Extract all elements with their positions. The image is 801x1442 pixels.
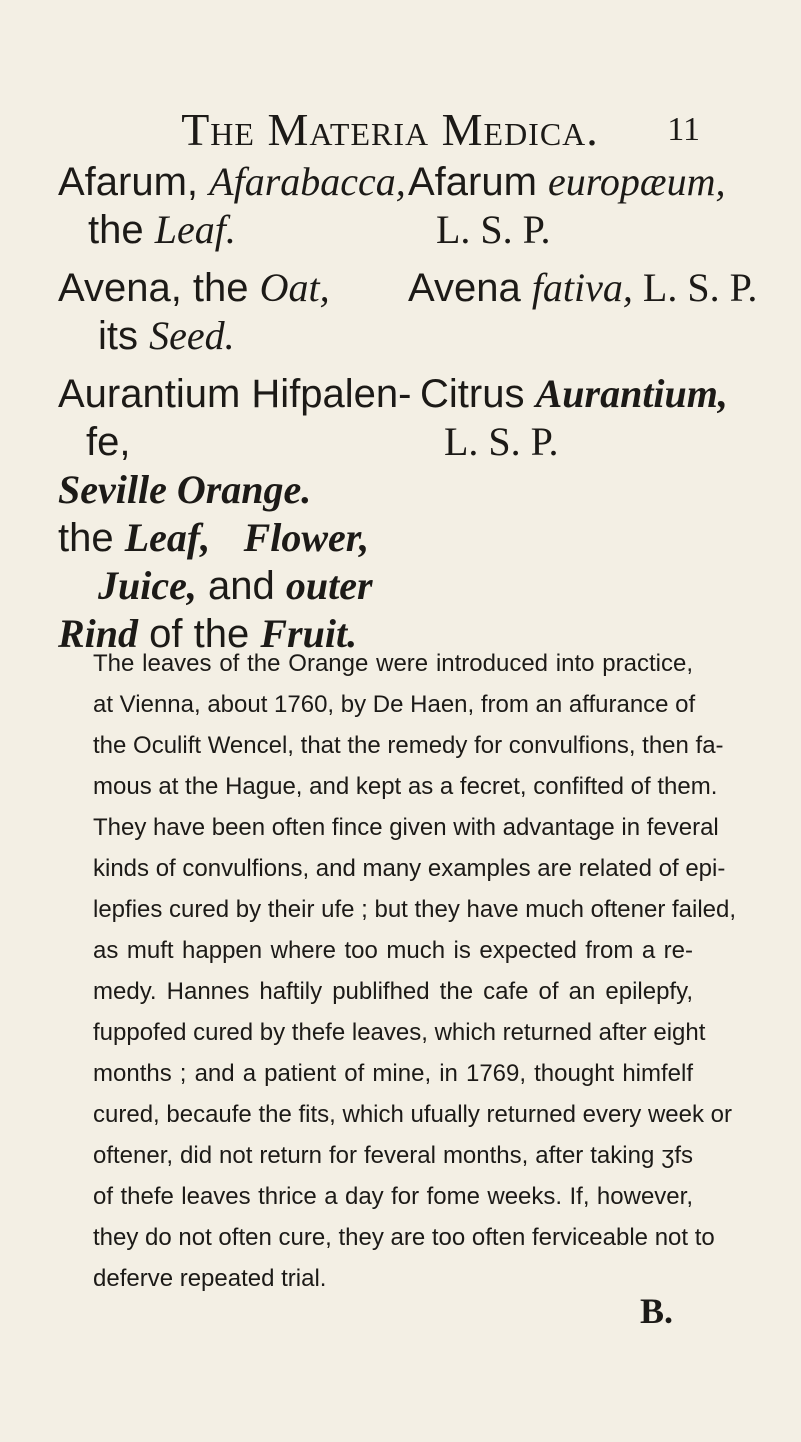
entry-asarum-botanical [408, 158, 725, 254]
paragraph-line: they do not often cure, they are too often ferviceable not to [93, 1224, 715, 1251]
entry-aurantium-botanical [420, 370, 728, 466]
entry-aurantium-common [58, 370, 412, 658]
botanical-genus: Citrus [420, 372, 536, 416]
paragraph-line: oftener, did not return for feveral months, after taking ʒfs [93, 1142, 693, 1169]
entry-vernacular: Seville Orange. [58, 467, 312, 512]
paragraph-line: as muft happen where too much is expected from a re- [93, 937, 693, 964]
entry-asarum-common [58, 158, 406, 254]
entry-part: Seed. [149, 313, 235, 358]
entry-part-prefix: its [98, 314, 150, 358]
paragraph-line: deferve repeated trial. [93, 1265, 327, 1292]
entry-part-prefix: the [58, 516, 125, 560]
paragraph-line: fuppofed cured by thefe leaves, which returned after eight [93, 1019, 706, 1046]
paragraph-line: of thefe leaves thrice a day for fome weeks. If, however, [93, 1183, 693, 1210]
commentary-paragraph [93, 643, 737, 1299]
paragraph-line: months ; and a patient of mine, in 1769, thought himfelf [93, 1060, 693, 1087]
paragraph-line: cured, becaufe the fits, which ufually returned every week or [93, 1101, 732, 1128]
entry-part-rind: Rind [58, 611, 139, 656]
pharmacopoeia-ref: L. S. P. [436, 207, 551, 252]
entry-vernacular: Afarabacca, [209, 159, 406, 204]
pharmacopoeia-ref: L. S. P. [632, 265, 758, 310]
page-number: 11 [667, 111, 700, 148]
entry-name: Afarum, [58, 160, 210, 204]
paragraph-line: lepfies cured by their ufe ; but they have much oftener failed, [93, 896, 737, 923]
paragraph-line: They have been often fince given with advantage in feveral [93, 814, 719, 841]
botanical-species: fativa, [531, 265, 633, 310]
paragraph-line: kinds of convulfions, and many examples are related of epi- [93, 855, 726, 882]
paragraph-line: The leaves of the Orange were introduced into practice, [93, 650, 693, 677]
entry-part-flower: Flower, [243, 515, 370, 560]
entry-part-prefix: the [88, 208, 155, 252]
botanical-genus: Afarum [408, 160, 549, 204]
entry-part: Leaf. [154, 207, 236, 252]
entry-avena-common [58, 264, 330, 360]
paragraph-line: at Vienna, about 1760, by De Haen, from an affurance of [93, 691, 696, 718]
entry-part-outer: outer [285, 563, 373, 608]
entry-avena-botanical [408, 264, 757, 312]
entry-name-cont: fe, [86, 420, 131, 464]
pharmacopoeia-ref: L. S. P. [444, 419, 559, 464]
entry-name: Avena, the [58, 266, 260, 310]
running-header [110, 102, 700, 158]
entry-of-the: of the [138, 612, 261, 656]
catchword: B. [640, 1291, 674, 1331]
botanical-genus: Avena [408, 266, 532, 310]
botanical-species: europæum, [548, 159, 726, 204]
paragraph-line: the Oculift Wencel, that the remedy for convulfions, then fa- [93, 732, 724, 759]
entry-name: Aurantium Hifpalen- [58, 372, 412, 416]
paragraph-line: mous at the Hague, and kept as a fecret, confifted of them. [93, 773, 718, 800]
entry-part-fruit: Fruit. [260, 611, 358, 656]
header-title: The Materia Medica. [181, 104, 599, 155]
entry-vernacular: Oat, [259, 265, 330, 310]
entry-conj: and [196, 564, 286, 608]
entry-part-leaf: Leaf, [124, 515, 211, 560]
botanical-species: Aurantium, [535, 371, 728, 416]
paragraph-line: medy. Hannes haftily publifhed the cafe of an epilepfy, [93, 978, 693, 1005]
entry-part-juice: Juice, [98, 563, 197, 608]
